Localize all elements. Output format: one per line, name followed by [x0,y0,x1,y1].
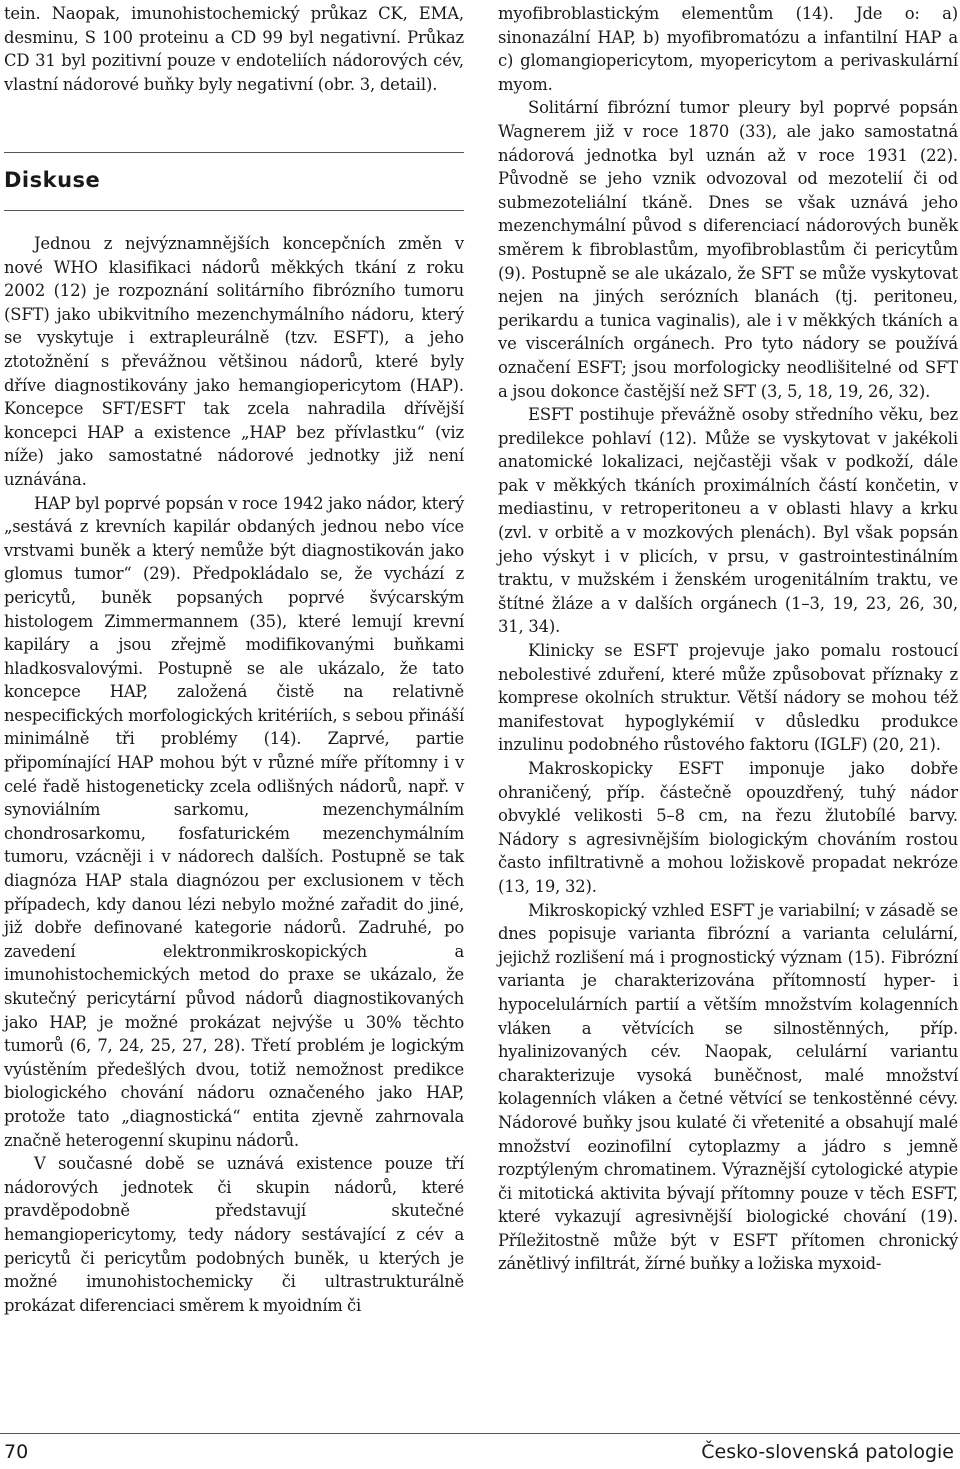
footer-rule [0,1433,960,1434]
section-heading: Diskuse [4,168,101,192]
journal-name: Česko-slovenská patologie [701,1441,954,1463]
body-paragraph: Solitární fibrózní tumor pleury byl poprvé popsán Wagnerem již v roce 1870 (33), ale jako samostatná nádorová jednotka byl uznán až v roce 1931 (22). Původně se jeho vznik odvozoval od mezotelií či od submezoteliální tkáně. Dnes se však uznává jeho mezenchymální původ s diferenciací nádorových buněk směrem k fibroblastům, myofibroblastům či pericytům (9). Postupně se ale ukázalo, že SFT se může vyskytovat nejen na jiných serózních blanách (tj. peritoneu, perikardu a tunica vaginalis), ale i v měkkých tkáních a ve viscerálních orgánech. Pro tyto nádory se používá označení ESFT; jsou morfologicky neodlišitelné od SFT a jsou dokonce častější než SFT (3, 5, 18, 19, 26, 32). [498,98,958,401]
results-paragraph-end: tein. Naopak, imunohistochemický průkaz CK, EMA, desminu, S 100 proteinu a CD 99 byl negativní. Průkaz CD 31 byl pozitivní pouze v endoteliích nádorových cév, vlastní nádorové buňky byly negativní (obr. 3, detail). [4,4,464,94]
body-paragraph: Klinicky se ESFT projevuje jako pomalu rostoucí nebolestivé zduření, které může způsobovat příznaky z komprese okolních struktur. Větší nádory se mohou též manifestovat hypoglykémií v důsledku produkce inzulinu podobného růstového faktoru (IGLF) (20, 21). [498,641,958,755]
body-paragraph: Makroskopicky ESFT imponuje jako dobře ohraničený, příp. částečně opouzdřený, tuhý nádor obvyklé velikosti 5–8 cm, na řezu žlutobílé barvy. Nádory s agresivnějším biologickým chováním rostou často infiltrativně a mohou ložiskově propadat nekróze (13, 19, 32). [498,759,958,896]
left-column-top [4,2,464,96]
body-paragraph: V současné době se uznává existence pouze tří nádorových jednotek či skupin nádorů, které pravděpodobně představují skutečné hemangiopericytomy, tedy nádory sestávající z cév a pericytů či pericytům podobných buněk, u kterých je možné imunohistochemicky či ultrastrukturálně prokázat diferenciaci směrem k myoidním či [4,1154,464,1315]
body-paragraph: ESFT postihuje převážně osoby středního věku, bez predilekce pohlaví (12). Může se vyskytovat v jakékoli anatomické lokalizaci, nejčastěji však v podkoží, dále pak v měkkých tkáních proximálních částí končetin, v mediastinu, v retroperitoneu a v oblasti hlavy a krku (zvl. v orbitě a v mozkových plenách). Byl však popsán jeho výskyt i v plicích, v prsu, v gastrointestinálním traktu, v mužském i ženském urogenitálním traktu, ve štítné žláze a v dalších orgánech (1–3, 19, 23, 26, 30, 31, 34). [498,405,958,637]
left-column-body [4,232,464,1317]
body-paragraph: Mikroskopický vzhled ESFT je variabilní; v zásadě se dnes popisuje varianta fibrózní a varianta celulární, jejichž rozlišení má i prognostický význam (15). Fibrózní varianta je charakterizována přítomností hyper- i hypocelulárních partií a větším množstvím kolagenních vláken a větvících se silnostěnných, příp. hyalinizovaných cév. Naopak, celulární variantu charakterizuje vysoká buněčnost, malé množství kolagenních vláken a četné větvící se tenkostěnné cévy. Nádorové buňky jsou kulaté či vřetenité a obsahují malé množství eozinofilní cytoplazmy a jádro s jemně rozptýleným chromatinem. Výraznější cytologické atypie či mitotická aktivita bývají přítomny pouze v těch ESFT, které vykazují agresivnější biologické chování (19). Příležitostně může být v ESFT přítomen chronický zánětlivý infiltrát, žírné buňky a ložiska myxoid- [498,900,958,1274]
body-paragraph: Jednou z nejvýznamnějších koncepčních změn v nové WHO klasifikaci nádorů měkkých tkání z roku 2002 (12) je rozpoznání solitárního fibrózního tumoru (SFT) jako ubikvitního mezenchymálního nádoru, který se vyskytuje i extrapleurálně (tzv. ESFT), a jeho ztotožnění s převážnou většinou nádorů, které byly dříve diagnostikovány jako hemangiopericytom (HAP). Koncepce SFT/ESFT tak zcela nahradila dřívější koncepci HAP a existence „HAP bez přívlastku“ (viz níže) jako samostatné nádorové jednotky již není uznávána. [4,234,464,489]
section-rule-bottom [4,210,464,211]
section-rule-top [4,152,464,153]
page-number: 70 [4,1441,29,1463]
body-paragraph: HAP byl poprvé popsán v roce 1942 jako nádor, který „sestává z krevních kapilár obdaných jednou nebo více vrstvami buněk a který nemůže být diagnostikován jako glomus tumor“ (29). Předpokládalo se, že vychází z pericytů, buněk popsaných poprvé švýcarským histologem Zimmermannem (35), které lemují krevní kapiláry a jsou zřejmě modifikovanými buňkami hladkosvalovými. Postupně se ale ukázalo, že tato koncepce HAP, založená čistě na relativně nespecifických morfologických kritériích, s sebou přináší minimálně tři problémy (14). Zaprvé, partie připomínající HAP mohou být v různé míře přítomny i v celé řadě histogeneticky zcela odlišných nádorů, např. v synoviálním sarkomu, mezenchymálním chondrosarkomu, fosfaturickém mezenchymálním tumoru, vzácněji i v nádorech dalších. Postupně se tak diagnóza HAP stala diagnózou per exclusionem v těch případech, kdy danou lézi nebylo možné zařadit do jiné, již dobře definované kategorie nádorů. Zadruhé, po zavedení elektronmikroskopických a imunohistochemických metod do praxe se ukázalo, že skutečný pericytární původ nádorů diagnostikovaných jako HAP, je možné prokázat nejvýše u 30% těchto tumorů (6, 7, 24, 25, 27, 28). Třetí problém je logickým vyústěním předešlých dvou, totiž nemožnost predikce biologického chování nádoru označeného jako HAP, protože tato „diagnostická“ entita zjevně zahrnovala značně heterogenní skupinu nádorů. [4,493,464,1150]
right-column [498,2,958,1276]
body-paragraph: myofibroblastickým elementům (14). Jde o: a) sinonazální HAP, b) myofibromatózu a infantilní HAP a c) glomangiopericytom, myopericytom a perivaskulární myom. [498,4,958,94]
